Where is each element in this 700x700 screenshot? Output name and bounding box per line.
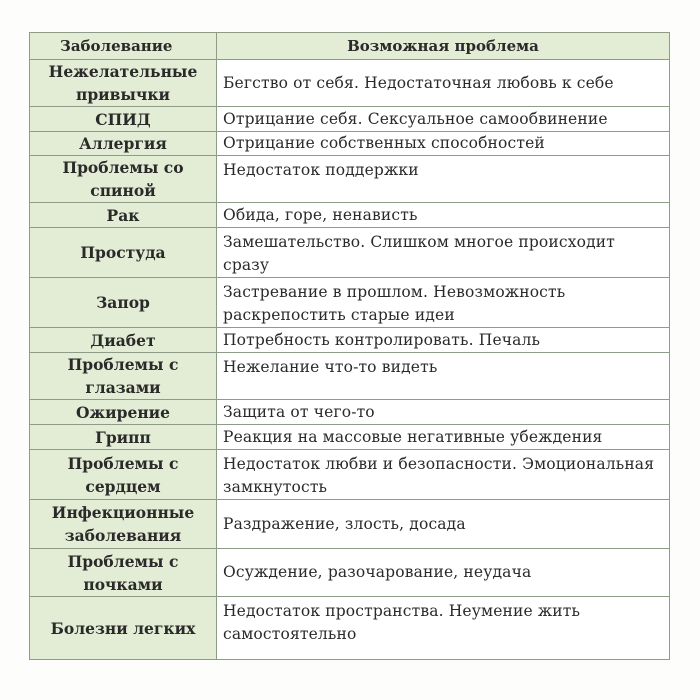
problem-cell: Раздражение, злость, досада — [217, 500, 670, 549]
table-header-row — [30, 33, 670, 60]
table-row — [30, 597, 670, 660]
problem-cell: Отрицание себя. Сексуальное самообвинение — [217, 107, 670, 132]
table-row — [30, 450, 670, 500]
table-row — [30, 156, 670, 203]
condition-cell: Нежелательные привычки — [30, 60, 217, 107]
problem-cell: Застревание в прошлом. Невозможность раскрепостить старые идеи — [217, 278, 670, 328]
table-body — [30, 60, 670, 660]
table-row — [30, 353, 670, 400]
table-row — [30, 425, 670, 450]
condition-cell: Инфекционные заболевания — [30, 500, 217, 549]
problem-cell: Недостаток пространства. Неумение жить самостоятельно — [217, 597, 670, 660]
table-row — [30, 203, 670, 228]
diseases-table — [29, 32, 670, 660]
table-row — [30, 500, 670, 549]
table-row — [30, 228, 670, 278]
condition-cell: Проблемы с почками — [30, 549, 217, 597]
condition-cell: Простуда — [30, 228, 217, 278]
problem-cell: Защита от чего-то — [217, 400, 670, 425]
problem-cell: Бегство от себя. Недостаточная любовь к себе — [217, 60, 670, 107]
header-problem: Возможная проблема — [217, 33, 670, 60]
problem-cell: Осуждение, разочарование, неудача — [217, 549, 670, 597]
condition-cell: Проблемы с сердцем — [30, 450, 217, 500]
condition-cell: Аллергия — [30, 132, 217, 156]
problem-cell: Обида, горе, ненависть — [217, 203, 670, 228]
condition-cell: Грипп — [30, 425, 217, 450]
problem-cell: Замешательство. Слишком многое происходит сразу — [217, 228, 670, 278]
table-row — [30, 107, 670, 132]
condition-cell: Проблемы со спиной — [30, 156, 217, 203]
condition-cell: Диабет — [30, 328, 217, 353]
problem-cell: Отрицание собственных способностей — [217, 132, 670, 156]
problem-cell: Нежелание что-то видеть — [217, 353, 670, 400]
condition-cell: СПИД — [30, 107, 217, 132]
condition-cell: Запор — [30, 278, 217, 328]
table-row — [30, 132, 670, 156]
condition-cell: Ожирение — [30, 400, 217, 425]
problem-cell: Недостаток поддержки — [217, 156, 670, 203]
table-row — [30, 549, 670, 597]
table-row — [30, 60, 670, 107]
condition-cell: Проблемы с глазами — [30, 353, 217, 400]
condition-cell: Болезни легких — [30, 597, 217, 660]
problem-cell: Потребность контролировать. Печаль — [217, 328, 670, 353]
header-condition: Заболевание — [30, 33, 217, 60]
problem-cell: Реакция на массовые негативные убеждения — [217, 425, 670, 450]
table-row — [30, 400, 670, 425]
table-row — [30, 278, 670, 328]
condition-cell: Рак — [30, 203, 217, 228]
table-row — [30, 328, 670, 353]
problem-cell: Недостаток любви и безопасности. Эмоциональная замкнутость — [217, 450, 670, 500]
